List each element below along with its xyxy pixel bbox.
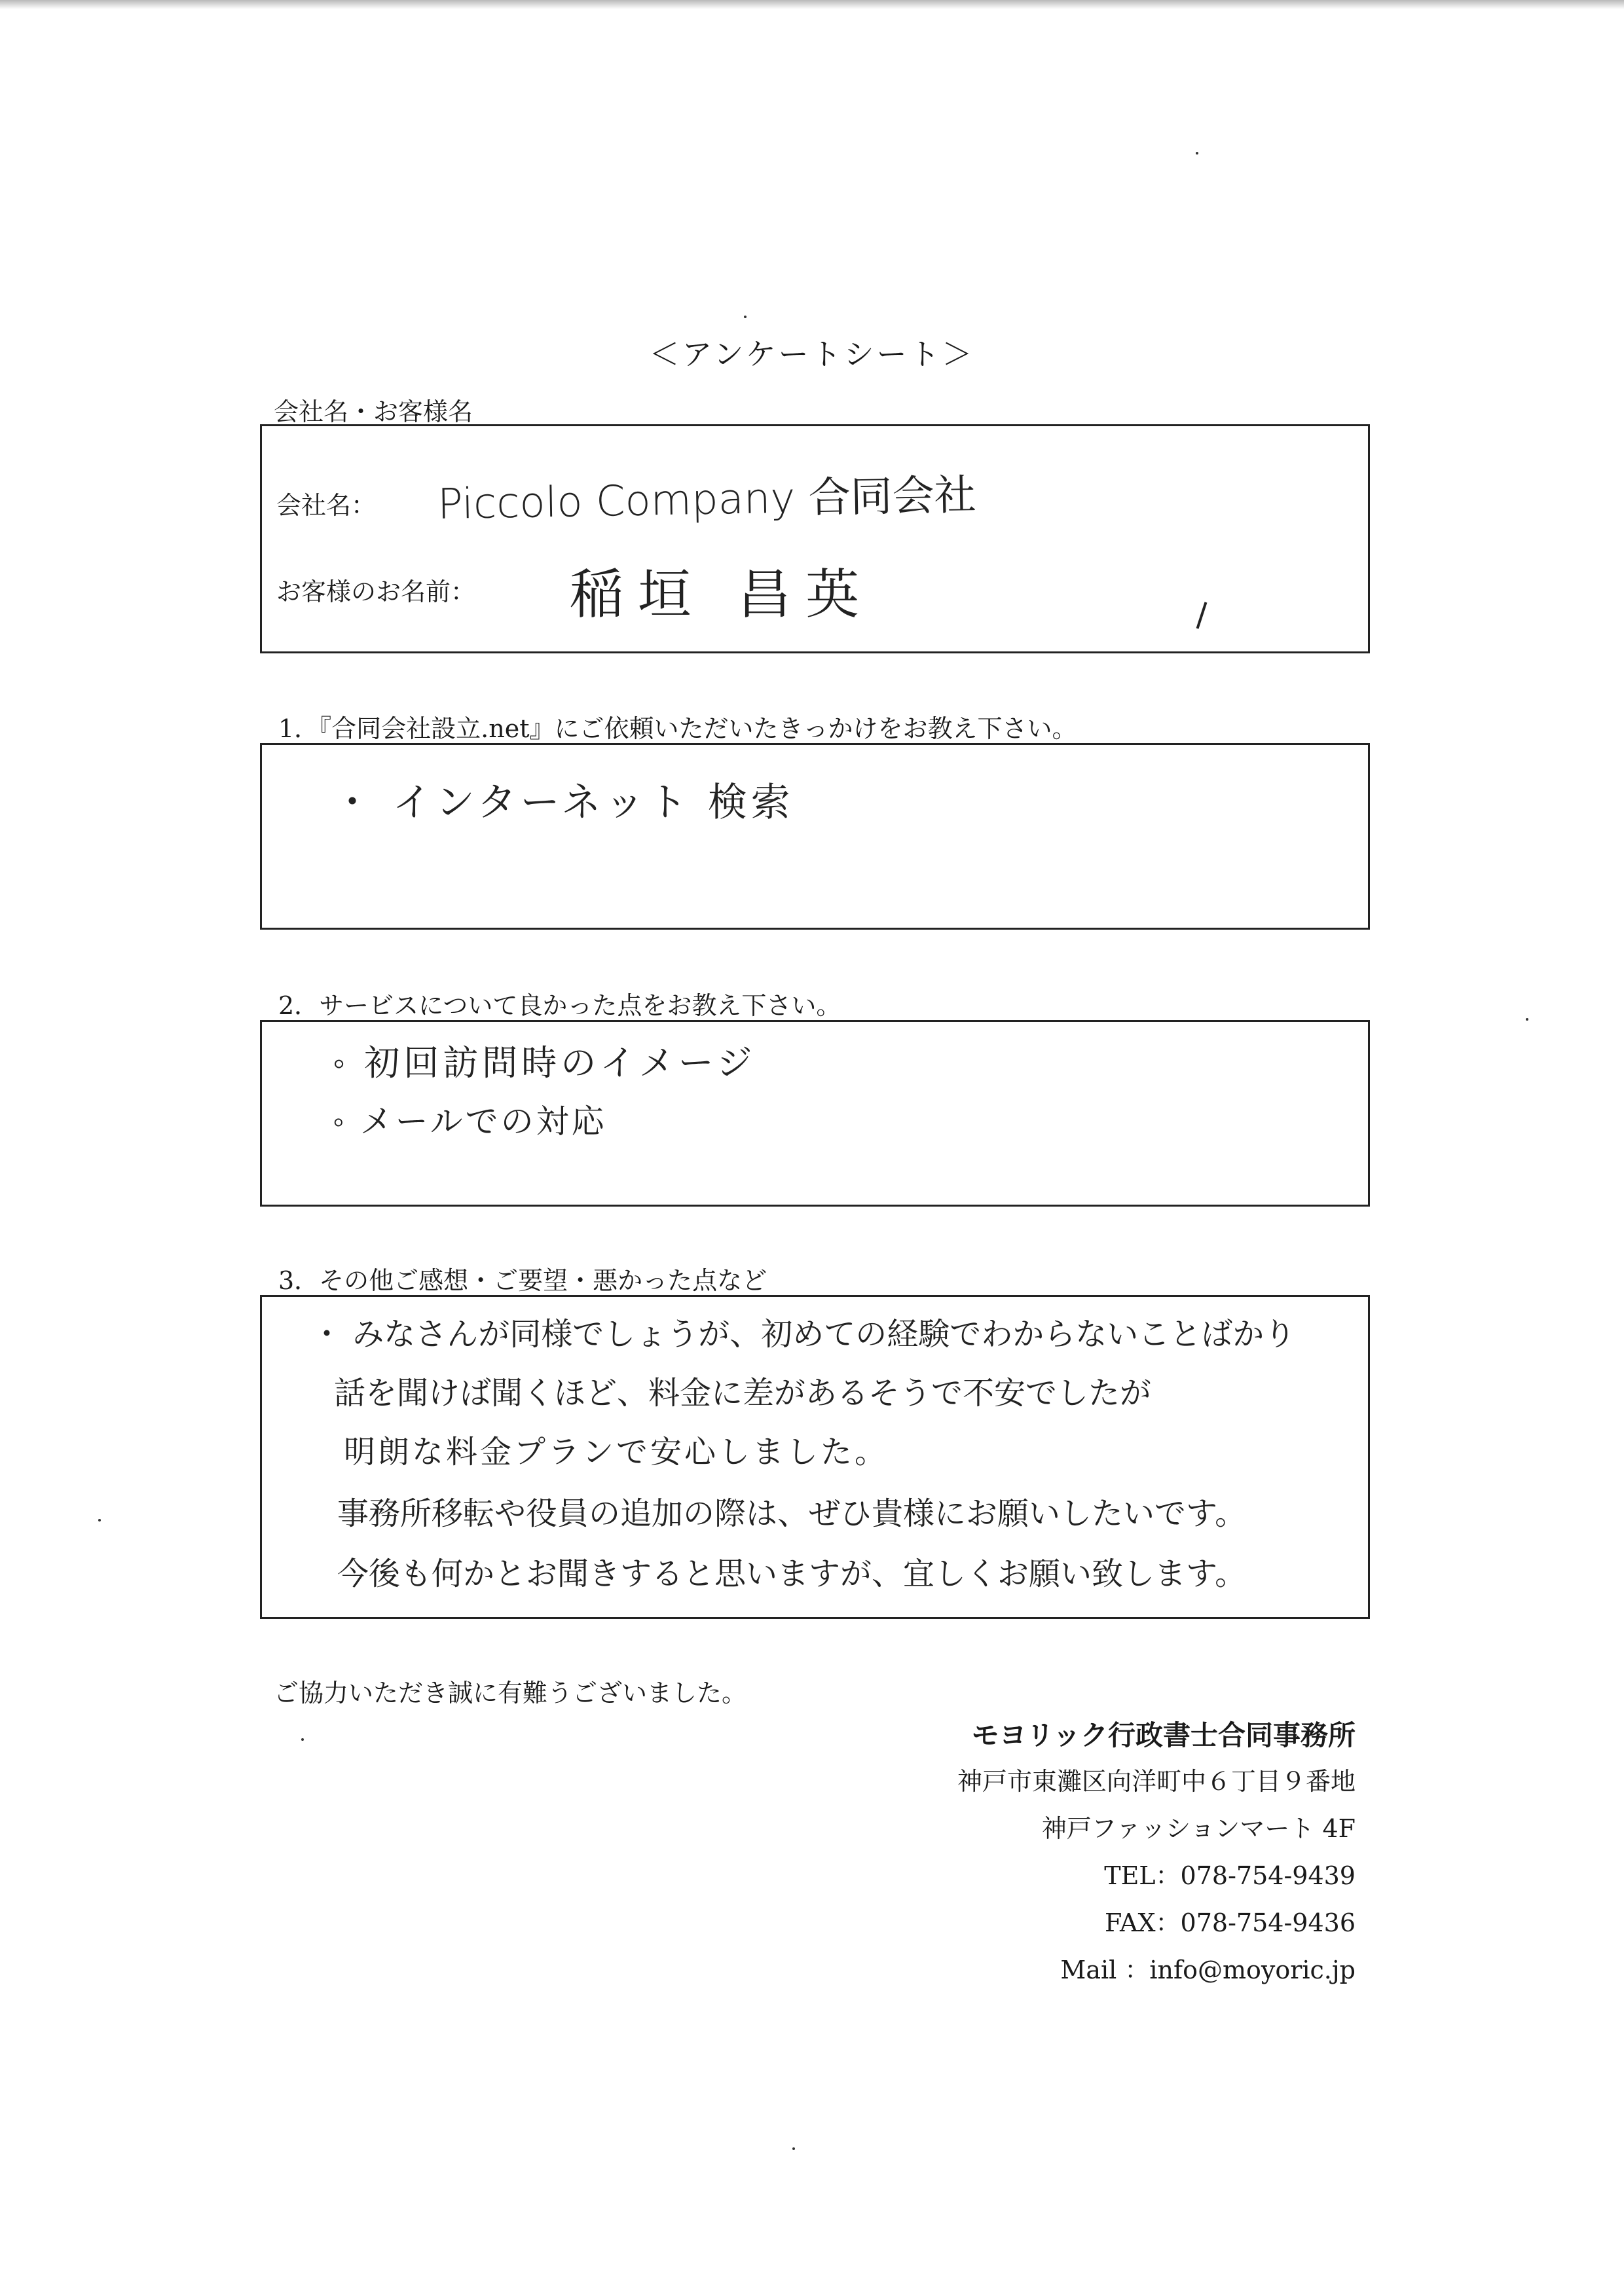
- customer-section-heading: 会社名・お客様名: [274, 397, 473, 426]
- question-2-label: 2．サービスについて良かった点をお教え下さい。: [278, 991, 841, 1020]
- question-3-label: 3．その他ご感想・ご要望・悪かった点など: [278, 1266, 767, 1295]
- company-value: Piccolo Company 合同会社: [437, 471, 977, 529]
- scan-speck: [792, 2147, 795, 2150]
- question-1-answer-box: [260, 743, 1370, 930]
- question-2-answer-line: ◦ メールでの対応: [333, 1102, 607, 1140]
- question-3-answer-line: 事務所移転や役員の追加の際は、ぜひ貴様にお願いしたいです。: [337, 1495, 1247, 1532]
- scan-speck: [98, 1519, 101, 1522]
- customer-info-box: [260, 424, 1370, 653]
- office-email: Mail ：info@moyoric.jp: [1060, 1956, 1356, 1984]
- office-fax: FAX：078-754-9436: [1104, 1908, 1356, 1937]
- company-label: 会社名：: [276, 491, 377, 520]
- question-1-label: 1．『合同会社設立.net』にご依頼いただいたきっかけをお教え下さい。: [278, 714, 1077, 743]
- question-3-answer-line: 今後も何かとお聞きすると思いますが、宜しくお願い致します。: [337, 1556, 1247, 1592]
- scan-speck: [301, 1738, 304, 1741]
- handwritten-mark: [1196, 602, 1208, 629]
- scan-top-edge: [0, 0, 1624, 9]
- question-2-answer-line: ◦ 初回訪問時のイメージ: [333, 1042, 756, 1084]
- scan-speck: [744, 316, 747, 318]
- customer-name-label: お客様のお名前：: [276, 577, 476, 606]
- question-1-answer-line: ・ インターネット 検索: [333, 780, 794, 826]
- page-title: ＜アンケートシート＞: [649, 337, 975, 372]
- question-3-answer-line: ・ みなさんが同様でしょうが、初めての経験でわからないことばかり: [311, 1316, 1296, 1353]
- question-3-answer-box: [260, 1295, 1370, 1619]
- customer-name-value: 稲垣 昌英: [570, 564, 874, 626]
- scan-speck: [1196, 152, 1198, 155]
- question-2-answer-box: [260, 1020, 1370, 1207]
- question-3-answer-line: 話を聞けば聞くほど、料金に差があるそうで不安でしたが: [334, 1375, 1152, 1412]
- office-address: 神戸市東灘区向洋町中６丁目９番地: [957, 1767, 1356, 1796]
- office-building: 神戸ファッションマート 4F: [1041, 1814, 1356, 1843]
- thanks-message: ご協力いただき誠に有難うございました。: [274, 1679, 747, 1707]
- office-name: モヨリック行政書士合同事務所: [971, 1719, 1356, 1751]
- question-3-answer-line: 明朗な料金プランで安心しました。: [344, 1434, 889, 1470]
- scan-speck: [1526, 1018, 1528, 1021]
- office-tel: TEL：078-754-9439: [1104, 1861, 1356, 1890]
